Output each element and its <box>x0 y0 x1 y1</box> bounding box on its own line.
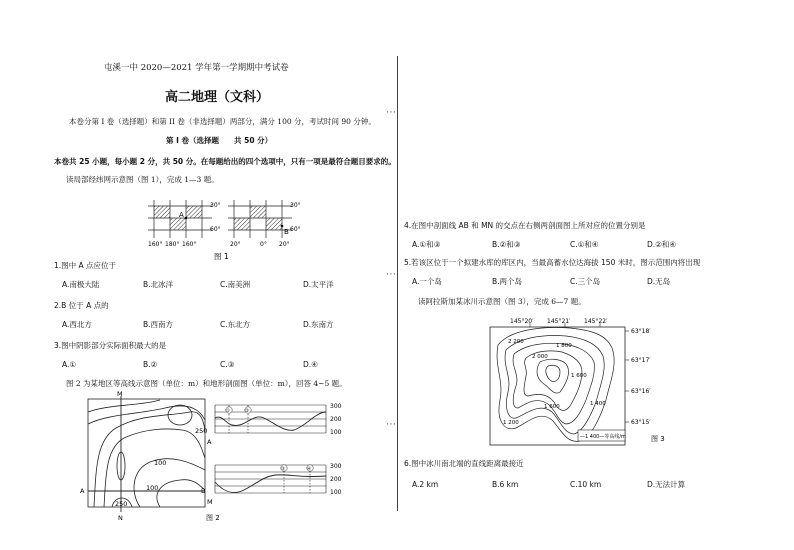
q1-stem: 1.图中 A 点应位于 <box>54 261 117 270</box>
binding-dot: ⋯ <box>386 107 396 118</box>
q1-option-a[interactable]: A.南极大陆 <box>62 280 100 289</box>
contour-label: 1 400 <box>590 401 606 407</box>
profile1-tick: 300 <box>330 403 342 410</box>
contour-label: 100 <box>146 484 159 492</box>
q2-option-b[interactable]: B.西南方 <box>143 320 174 329</box>
q5-stem: 5.若该区位于一个拟建水库的库区内，当最高蓄水位达海拔 150 米时，图示范围内将出现 <box>404 258 701 267</box>
q3-option-a[interactable]: A.① <box>62 360 77 369</box>
lon-label: 145°22′ <box>584 318 608 325</box>
q4-option-c[interactable]: C.①和④ <box>570 240 599 249</box>
fig2-lead: 图 2 为某地区等高线示意图（单位：m）和地形剖面图（单位：m），回答 4~5 题。 <box>66 379 347 388</box>
lat-label: 63°15′ <box>631 419 651 426</box>
profile1-tick: 100 <box>330 429 342 436</box>
q3-option-b[interactable]: B.② <box>143 360 158 369</box>
q2-option-c[interactable]: C.东北方 <box>220 320 251 329</box>
lon-label: 20° <box>279 241 290 248</box>
point-b-label: B <box>284 228 289 236</box>
marker-4: ④ <box>307 467 312 472</box>
lon-label: 145°21′ <box>547 318 571 325</box>
q5-option-b[interactable]: B.两个岛 <box>492 277 523 286</box>
binding-dot: ⋯ <box>386 269 396 280</box>
contour-label: 1 800 <box>556 343 572 349</box>
profile1-tick: 200 <box>330 416 342 423</box>
subject-title: 高二地理（文科） <box>165 90 270 105</box>
q6-option-d[interactable]: D.无法计算 <box>647 480 686 489</box>
marker-1: ① <box>226 409 231 414</box>
fig1-lead: 读局部经纬网示意图（图 1），完成 1—3 题。 <box>66 175 219 184</box>
q1-option-d[interactable]: D.太平洋 <box>303 280 334 289</box>
contour-label: 2 000 <box>532 354 548 360</box>
point-a-label: A <box>179 211 184 219</box>
instruction: 本卷共 25 小题，每小题 2 分，共 50 分。在每题给出的四个选项中，只有一项是最符合题目要求的。 <box>54 157 396 166</box>
q1-option-b[interactable]: B.北冰洋 <box>143 280 174 289</box>
profile1-label-a: A <box>207 438 212 446</box>
profile2-tick: 200 <box>330 476 342 483</box>
lat-label-right-top: 30° <box>290 202 301 209</box>
fig3-caption: 图 3 <box>651 435 665 443</box>
q4-option-a[interactable]: A.①和③ <box>412 240 441 249</box>
binding-dot: ⋯ <box>386 419 396 430</box>
label-a: A <box>80 487 85 495</box>
q6-option-b[interactable]: B.6 km <box>492 480 519 489</box>
q4-option-b[interactable]: B.②和③ <box>492 240 521 249</box>
lat-label: 63°18′ <box>631 328 651 335</box>
profile2-tick: 300 <box>330 463 342 470</box>
q2-option-d[interactable]: D.东南方 <box>303 320 334 329</box>
contour-label: 1 600 <box>571 373 587 379</box>
q5-option-a[interactable]: A.一个岛 <box>412 277 442 286</box>
q5-option-d[interactable]: D.无岛 <box>647 277 671 286</box>
q2-stem: 2.B 位于 A 点的 <box>54 301 109 310</box>
q2-option-a[interactable]: A.西北方 <box>62 320 92 329</box>
q6-option-c[interactable]: C.10 km <box>570 480 602 489</box>
lat-label-left-bottom: 60° <box>210 226 221 233</box>
q3-option-d[interactable]: D.④ <box>303 360 318 369</box>
marker-3: ③ <box>281 467 286 472</box>
label-m: M <box>117 390 123 398</box>
contour-label: 1 200 <box>503 420 519 426</box>
marker-2: ② <box>245 409 250 414</box>
q6-stem: 6.图中冰川南北端的直线距离最接近 <box>404 459 524 468</box>
fig2-caption: 图 2 <box>206 514 220 522</box>
q6-option-a[interactable]: A.2 km <box>412 480 439 489</box>
lat-label-right-bottom: 60° <box>290 226 301 233</box>
q3-stem: 3.图中阴影部分实际面积最大的是 <box>54 341 167 350</box>
legend-text: —1 400—等高线/m <box>580 434 626 440</box>
q4-stem: 4.在图中剖面线 AB 和 MN 的交点在右侧两剖面图上所对应的位置分别是 <box>404 221 646 230</box>
q4-option-d[interactable]: D.②和④ <box>647 240 677 249</box>
profile2-tick: 100 <box>330 489 342 496</box>
lon-label: 160° <box>148 241 163 248</box>
contour-label: 1 600 <box>544 404 560 410</box>
lon-label: 0° <box>260 241 267 248</box>
contour-label: 250 <box>115 500 128 508</box>
lat-label: 63°17′ <box>631 357 651 364</box>
q5-option-c[interactable]: C.三个岛 <box>570 277 601 286</box>
label-b: B <box>201 487 206 495</box>
contour-label: 250 <box>195 427 208 435</box>
fig1-caption: 图 1 <box>214 252 229 261</box>
paper-intro: 本卷分第 I 卷（选择题）和第 II 卷（非选择题）两部分，满分 100 分，考试时间 90 分钟。 <box>69 117 376 126</box>
lat-label-left-top: 30° <box>210 202 221 209</box>
lon-label: 180° <box>165 241 180 248</box>
lon-label: 160° <box>182 241 197 248</box>
q3-option-c[interactable]: C.③ <box>220 360 235 369</box>
contour-label: 2 200 <box>508 339 524 345</box>
q1-option-c[interactable]: C.南美洲 <box>220 280 251 289</box>
part1-heading: 第 I 卷（选择题 共 50 分） <box>166 136 273 145</box>
lon-label: 20° <box>230 241 241 248</box>
label-n: N <box>118 514 123 522</box>
lat-label: 63°16′ <box>631 388 651 395</box>
fig3-lead: 读阿拉斯加某冰川示意图（图 3），完成 6—7 题。 <box>418 297 586 306</box>
contour-label: 100 <box>154 459 167 467</box>
lon-label: 145°20′ <box>510 318 534 325</box>
profile2-label-m: M <box>207 498 213 506</box>
exam-title: 屯溪一中 2020—2021 学年第一学期期中考试卷 <box>104 63 289 73</box>
